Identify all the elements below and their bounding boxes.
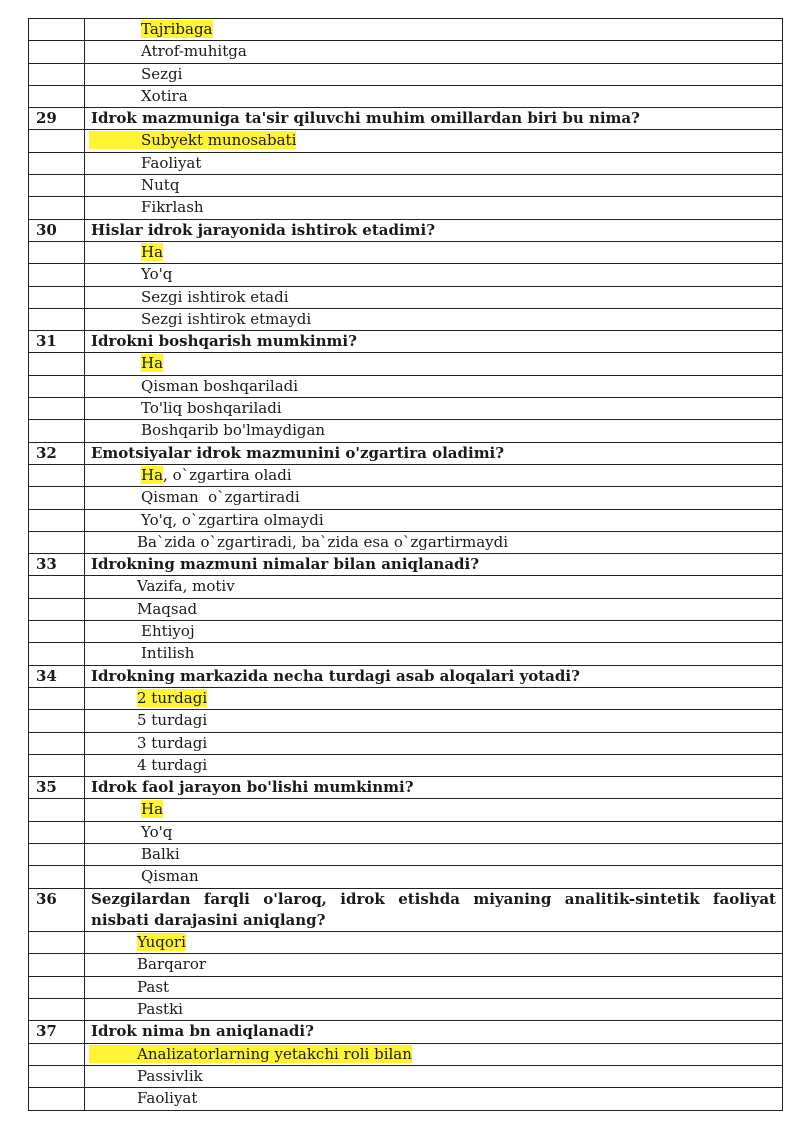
- number-cell-empty: [29, 732, 85, 754]
- number-cell-empty: [29, 1088, 85, 1110]
- question-text: Idrok faol jarayon bo'lishi mumkinmi?: [85, 777, 783, 799]
- quiz-table-body: [29, 19, 783, 1111]
- answer-option: [29, 754, 783, 776]
- question-row: [29, 777, 783, 799]
- number-cell-empty: [29, 19, 85, 41]
- answer-option: [29, 509, 783, 531]
- number-cell-empty: [29, 821, 85, 843]
- answer-option: [29, 152, 783, 174]
- number-cell-empty: [29, 866, 85, 888]
- number-cell-empty: [29, 976, 85, 998]
- option-text: Vazifa, motiv: [137, 577, 235, 596]
- number-cell-empty: [29, 241, 85, 263]
- option-text: Barqaror: [137, 955, 207, 974]
- answer-option: [29, 999, 783, 1021]
- number-cell-empty: [29, 130, 85, 152]
- number-cell-empty: [29, 152, 85, 174]
- number-cell-empty: [29, 197, 85, 219]
- question-number: 34: [29, 665, 85, 687]
- option-text: Qisman boshqariladi: [141, 376, 299, 395]
- question-row: [29, 665, 783, 687]
- answer-option-correct: [29, 687, 783, 709]
- answer-option: [29, 63, 783, 85]
- number-cell-empty: [29, 799, 85, 821]
- number-cell-empty: [29, 286, 85, 308]
- question-text: Emotsiyalar idrok mazmunini o'zgartira oladimi?: [85, 442, 783, 464]
- quiz-document: [28, 18, 782, 1111]
- option-text: Intilish: [141, 644, 195, 663]
- option-text: Sezgi ishtirok etmaydi: [141, 309, 312, 328]
- answer-option: [29, 843, 783, 865]
- question-number: 36: [29, 888, 85, 932]
- answer-option-correct: [29, 464, 783, 486]
- number-cell-empty: [29, 1043, 85, 1065]
- number-cell-empty: [29, 576, 85, 598]
- answer-option: [29, 976, 783, 998]
- number-cell-empty: [29, 264, 85, 286]
- question-row: [29, 442, 783, 464]
- number-cell-empty: [29, 643, 85, 665]
- highlighted-answer-text: Yuqori: [137, 933, 186, 952]
- answer-option-correct: [29, 353, 783, 375]
- option-text: Yo'q: [141, 265, 173, 284]
- answer-option: [29, 866, 783, 888]
- option-text: Nutq: [141, 176, 180, 195]
- answer-option-correct: [29, 799, 783, 821]
- question-number: 33: [29, 554, 85, 576]
- question-number: 30: [29, 219, 85, 241]
- highlighted-answer-text: Ha: [141, 242, 164, 261]
- answer-option: [29, 576, 783, 598]
- answer-option-correct: [29, 130, 783, 152]
- number-cell-empty: [29, 509, 85, 531]
- option-text: Past: [137, 977, 170, 996]
- answer-option-correct: [29, 1043, 783, 1065]
- answer-option: [29, 85, 783, 107]
- answer-option: [29, 710, 783, 732]
- answer-option: [29, 598, 783, 620]
- option-text: Balki: [141, 844, 180, 863]
- number-cell-empty: [29, 353, 85, 375]
- option-text: Atrof-muhitga: [141, 42, 247, 61]
- answer-option: [29, 1088, 783, 1110]
- option-text: Ba`zida o`zgartiradi, ba`zida esa o`zgartirmaydi: [137, 532, 509, 551]
- option-text: Sezgi ishtirok etadi: [141, 287, 289, 306]
- question-text: Idrokning mazmuni nimalar bilan aniqlanadi?: [85, 554, 783, 576]
- number-cell-empty: [29, 598, 85, 620]
- question-row: [29, 554, 783, 576]
- option-text: Yo'q: [141, 822, 173, 841]
- answer-option: [29, 487, 783, 509]
- answer-option: [29, 531, 783, 553]
- number-cell-empty: [29, 954, 85, 976]
- number-cell-empty: [29, 398, 85, 420]
- question-number: 31: [29, 331, 85, 353]
- highlighted-answer-text: 2 turdagi: [137, 688, 208, 707]
- answer-option: [29, 41, 783, 63]
- number-cell-empty: [29, 85, 85, 107]
- answer-option: [29, 286, 783, 308]
- question-text: Idrok nima bn aniqlanadi?: [85, 1021, 783, 1043]
- number-cell-empty: [29, 531, 85, 553]
- option-text: Fikrlash: [141, 198, 204, 217]
- number-cell-empty: [29, 375, 85, 397]
- number-cell-empty: [29, 999, 85, 1021]
- number-cell-empty: [29, 687, 85, 709]
- number-cell-empty: [29, 308, 85, 330]
- answer-option: [29, 375, 783, 397]
- option-text: 3 turdagi: [137, 733, 208, 752]
- highlighted-answer-text: Ha: [141, 465, 164, 484]
- number-cell-empty: [29, 41, 85, 63]
- option-text: Faoliyat: [141, 153, 202, 172]
- highlighted-answer-text: Analizatorlarning yetakchi roli bilan: [89, 1045, 412, 1063]
- number-cell-empty: [29, 932, 85, 954]
- number-cell-empty: [29, 63, 85, 85]
- number-cell-empty: [29, 420, 85, 442]
- question-text: Hislar idrok jarayonida ishtirok etadimi?: [85, 219, 783, 241]
- option-text: Pastki: [137, 1000, 183, 1019]
- answer-option: [29, 621, 783, 643]
- option-text: Boshqarib bo'lmaydigan: [141, 421, 326, 440]
- question-row: [29, 331, 783, 353]
- answer-option: [29, 420, 783, 442]
- question-text: Idrokni boshqarish mumkinmi?: [85, 331, 783, 353]
- number-cell-empty: [29, 464, 85, 486]
- option-text: Passivlik: [137, 1066, 203, 1085]
- option-text: Yo'q, o`zgartira olmaydi: [141, 510, 324, 529]
- answer-option: [29, 264, 783, 286]
- question-text: Sezgilardan farqli o'laroq, idrok etishda miyaning analitik-sintetik faoliyat nisbati darajasini aniqlang?: [85, 888, 783, 932]
- question-number: 32: [29, 442, 85, 464]
- answer-option: [29, 732, 783, 754]
- option-text: Faoliyat: [137, 1089, 198, 1108]
- number-cell-empty: [29, 621, 85, 643]
- highlighted-answer-text: Ha: [141, 354, 164, 373]
- number-cell-empty: [29, 1065, 85, 1087]
- option-text: Qisman o`zgartiradi: [141, 488, 300, 507]
- number-cell-empty: [29, 754, 85, 776]
- highlighted-answer-text: Ha: [141, 800, 164, 819]
- option-text: Ehtiyoj: [141, 622, 195, 641]
- answer-option: [29, 821, 783, 843]
- answer-option: [29, 1065, 783, 1087]
- question-text: Idrokning markazida necha turdagi asab aloqalari yotadi?: [85, 665, 783, 687]
- option-text: 5 turdagi: [137, 711, 208, 730]
- answer-option: [29, 398, 783, 420]
- option-text: Sezgi: [141, 64, 183, 83]
- question-text: Idrok mazmuniga ta'sir qiluvchi muhim omillardan biri bu nima?: [85, 108, 783, 130]
- number-cell-empty: [29, 487, 85, 509]
- number-cell-empty: [29, 843, 85, 865]
- option-text: 4 turdagi: [137, 755, 208, 774]
- option-text: Qisman: [141, 867, 199, 886]
- answer-option-correct: [29, 19, 783, 41]
- option-text: Maqsad: [137, 599, 198, 618]
- question-number: 37: [29, 1021, 85, 1043]
- answer-option: [29, 308, 783, 330]
- question-number: 29: [29, 108, 85, 130]
- answer-option-correct: [29, 932, 783, 954]
- option-text: To'liq boshqariladi: [141, 399, 282, 418]
- highlighted-answer-text: Subyekt munosabati: [89, 131, 296, 149]
- question-row: [29, 888, 783, 932]
- answer-option: [29, 954, 783, 976]
- question-row: [29, 1021, 783, 1043]
- option-text-rest: , o`zgartira oladi: [163, 465, 292, 484]
- answer-option-correct: [29, 241, 783, 263]
- quiz-table: [28, 18, 783, 1111]
- question-row: [29, 108, 783, 130]
- number-cell-empty: [29, 710, 85, 732]
- answer-option: [29, 197, 783, 219]
- question-row: [29, 219, 783, 241]
- highlighted-answer-text: Tajribaga: [141, 20, 213, 38]
- answer-option: [29, 175, 783, 197]
- option-text: Xotira: [141, 86, 188, 105]
- answer-option: [29, 643, 783, 665]
- question-number: 35: [29, 777, 85, 799]
- number-cell-empty: [29, 175, 85, 197]
